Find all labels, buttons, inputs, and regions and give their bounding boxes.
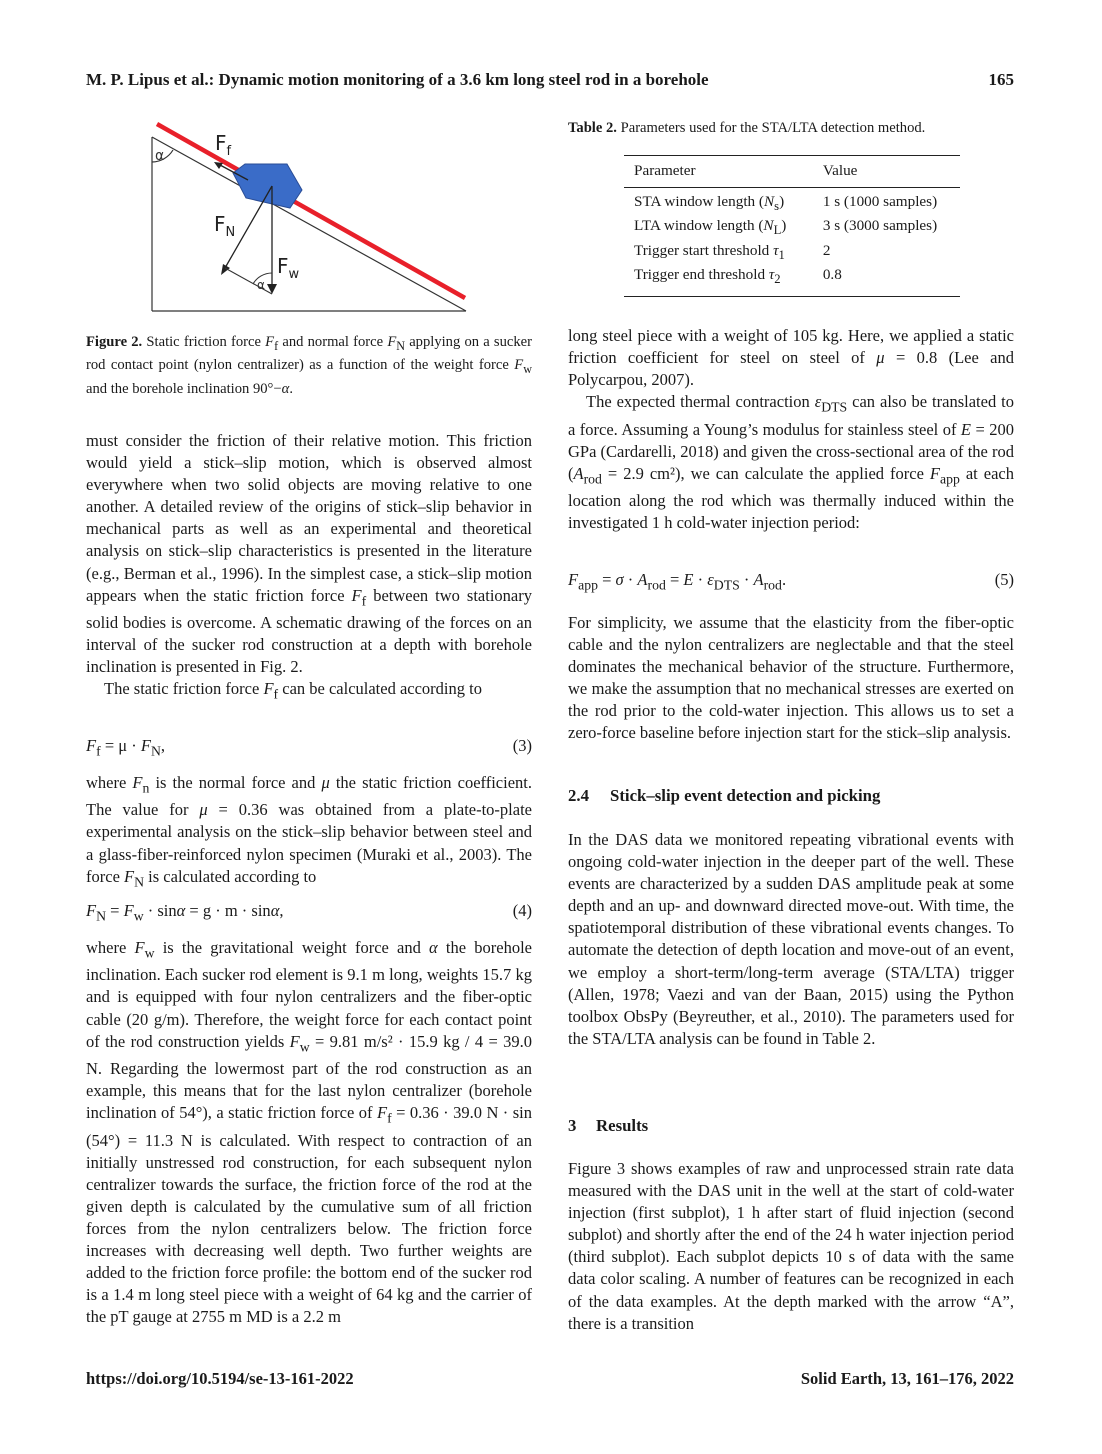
page-number: 165	[988, 70, 1014, 89]
table-header-cell: Value	[822, 162, 858, 179]
figure-label: Figure 2.	[86, 334, 143, 350]
table-caption-text: Parameters used for the STA/LTA detection method.	[620, 120, 926, 136]
caption-text: .	[289, 380, 293, 397]
force-triangle-edge	[225, 268, 272, 294]
figure-2-diagram	[140, 118, 480, 318]
section-2-4-heading	[568, 786, 880, 806]
nylon-centralizer-shape	[233, 164, 302, 208]
left-column-text-2	[86, 772, 532, 893]
table-label: Table 2.	[568, 120, 617, 136]
section-number: 3	[568, 1116, 577, 1135]
fw-label: $F_w$	[277, 254, 300, 282]
journal-citation: Solid Earth, 13, 161–176, 2022	[800, 1369, 1014, 1388]
right-column-text-4	[568, 1158, 1014, 1335]
right-column-text-2	[568, 612, 1014, 745]
paragraph: must consider the friction of their relative motion. This friction would yield a stick–slip motion, which is observed almost everywhere when two solid objects are moving relative to one another. A detailed review of the origins of stick–slip behavior in mechanical parts as well as an experimental and theoretical analysis on stick–slip characteristics is presented in the literature (e.g., Berman et al., 1996). In the simplest case, a stick–slip motion appears when the static friction force $F_f$ between two stationary solid bodies is overcome. A schematic drawing of the forces on an interval of the sucker rod construction at a depth with borehole inclination is presented in Fig. 2.	[86, 431, 532, 677]
caption-symbol: F	[265, 334, 275, 350]
equation-5: $F_{app} = \sigma \cdot A_{rod} = E \cdot \varepsilon_{DTS} \cdot A_{rod}$. (5)	[568, 569, 1014, 596]
paragraph: The expected thermal contraction $\varepsilon_{DTS}$ can also be translated to a force. Assuming a Young’s modulus for stainless steel of E = 200 GPa (Cardarelli, 2018) and given the cross-sectional area of the rod ($A_{rod} = 2.9$ cm²), we can calculate the applied force $F_{app}$ at each location along the rod which was thermally induced within the investigated 1 h cold-water injection period:	[568, 392, 1014, 533]
section-title: Results	[596, 1116, 649, 1135]
equation-3: $F_f = \mu \cdot F_N$, (3)	[86, 735, 532, 762]
caption-symbol: α	[281, 380, 290, 397]
table-row	[624, 265, 960, 296]
caption-subscript: w	[523, 362, 532, 377]
section-number: 2.4	[568, 786, 589, 805]
right-column-text-3	[568, 829, 1014, 1050]
bottom-angle-label: α	[257, 278, 265, 292]
table-row	[624, 216, 960, 241]
equation-4: $F_N = F_w \cdot \sin\alpha = g \cdot m \cdot \sin\alpha$, (4)	[86, 900, 532, 927]
section-title: Stick–slip event detection and picking	[610, 786, 881, 805]
table-row	[624, 187, 960, 216]
caption-text: Static friction force	[146, 334, 266, 350]
caption-text: and normal force	[278, 334, 388, 350]
caption-symbol: F	[514, 357, 524, 374]
doi-link[interactable]: https://doi.org/10.5194/se-13-161-2022	[86, 1369, 354, 1388]
caption-text: and the borehole inclination 90°−	[86, 380, 282, 397]
left-column-text	[86, 430, 532, 706]
table-cell-value: 1 s (1000 samples)	[822, 192, 938, 210]
fn-label: $F_N$	[214, 212, 236, 240]
caption-subscript: f	[274, 338, 279, 353]
ff-label: $F_f$	[215, 131, 232, 159]
table-2	[624, 155, 960, 297]
paragraph: where $F_w$ is the gravitational weight force and α the borehole inclination. Each sucker rod element is 9.1 m long, weights 15.7 kg and is equipped with four nylon centralizers and the fiber-optic cable (20 g/m). Therefore, the weight force for each contact point of the rod construction yields $F_w = 9.81$ m/s² · 15.9 kg / 4 = 39.0 N. Regarding the lowermost part of the rod construction as an example, this means that for the last nylon centralizer (borehole inclination of 54°), a static friction force of $F_f = 0.36 \cdot 39.0$ N · sin (54°) = 11.3 N is calculated. With respect to contraction of an initially unstressed rod construction, for each subsequent nylon centralizer towards the surface, the friction force of the rod at the given depth is calculated by the cumulative sum of all friction forces from the nylon centralizers below. The friction force increases with decreasing well depth. Two further weights are added to the friction force profile: the bottom end of the sucker rod is a 1.4 m long steel piece with a weight of 64 kg and the carrier of the pT gauge at 2755 m MD is a 2.2 m	[86, 938, 533, 1327]
table-header-cell: Parameter	[634, 162, 696, 179]
table-cell-value: 2	[822, 241, 831, 259]
paragraph: For simplicity, we assume that the elasticity from the fiber-optic cable and the nylon centralizers are neglectable and that the steel dominates the mechanical behavior of the structure. Furthermore, we make the assumption that no mechanical stresses are exerted on the rod prior to the cold-water injection. This allows us to set a zero-force baseline before injection start for the stick–slip analysis.	[568, 613, 1014, 743]
caption-subscript: N	[396, 338, 406, 353]
table-cell-param: Trigger start threshold $\tau_1$	[634, 241, 785, 262]
table-cell-param: LTA window length $(N_L)$	[634, 217, 787, 238]
top-angle-label: α	[155, 148, 165, 164]
caption-symbol: F	[387, 334, 397, 350]
table-header-row	[624, 156, 960, 188]
left-column-text-3	[86, 937, 532, 1328]
sucker-rod-line	[157, 124, 465, 298]
paragraph: where $F_n$ is the normal force and μ the static friction coefficient. The value for μ = 0.36 was obtained from a plate-to-plate experimental analysis on the stick–slip behavior between steel and a glass-fiber-reinforced nylon specimen (Muraki et al., 2003). The force $F_N$ is calculated according to	[86, 773, 532, 889]
running-header-title: M. P. Lipus et al.: Dynamic motion monitoring of a 3.6 km long steel rod in a borehole	[86, 70, 709, 89]
paragraph: long steel piece with a weight of 105 kg. Here, we applied a static friction coefficient for steel on steel of μ = 0.8 (Lee and Polycarpou, 2007).	[568, 326, 1014, 390]
equation-number: (3)	[512, 736, 532, 755]
equation-number: (4)	[512, 901, 532, 920]
paragraph: In the DAS data we monitored repeating vibrational events with ongoing cold-water injection in the deeper part of the well. These events are characterized by a sudden DAS amplitude peak at some depth and an up- and downward directed move-out. With time, the spatiotemporal distribution of these vibrational events changes. To automate the detection of depth location and move-out of an event, we employ a short-term/long-term average (STA/LTA) trigger (Allen, 1978; Vaezi and van der Baan, 2015) using the Python toolbox ObsPy (Beyreuther, et al., 2010). The parameters used for the STA/LTA analysis can be found in Table 2.	[568, 830, 1014, 1048]
paragraph: The static friction force $F_f$ can be calculated according to	[104, 679, 482, 702]
table-2-caption	[568, 119, 1014, 139]
table-cell-param: Trigger end threshold $\tau_2$	[634, 266, 781, 287]
equation-number: (5)	[994, 570, 1014, 589]
table-cell-param: STA window length $(N_s)$	[634, 192, 785, 213]
triangle-slope-edge	[152, 137, 466, 311]
right-column-text	[568, 325, 1014, 534]
paragraph: Figure 3 shows examples of raw and unprocessed strain rate data measured with the DAS unit in the well at the start of cold-water injection (first subplot), 1 h after start of fluid injection (second subplot) and shortly after the end of the 24 h water injection period (third subplot). Each subplot depicts 10 s of data with the same data color scaling. A number of features can be recognized in each of the data examples. At the depth marked with the arrow “A”, there is a transition	[568, 1159, 1014, 1333]
table-cell-value: 3 s (3000 samples)	[822, 217, 938, 235]
section-3-heading	[568, 1116, 648, 1136]
table-row	[624, 241, 960, 266]
caption-text: applying on a sucker rod contact point (nylon centralizer) as a function of the weight force	[86, 334, 533, 374]
table-cell-value: 0.8	[822, 266, 842, 284]
figure-2-caption	[86, 333, 532, 399]
